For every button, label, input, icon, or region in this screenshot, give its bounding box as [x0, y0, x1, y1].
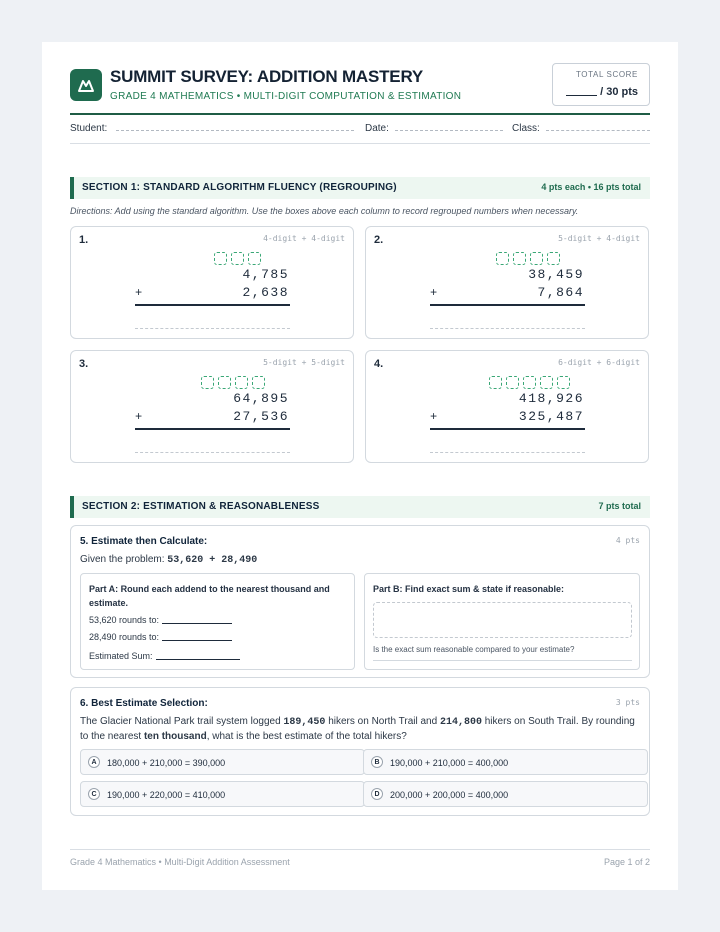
problem-number: 4.	[374, 358, 384, 370]
estimate-label: Estimated Sum:	[89, 651, 153, 661]
score-label: TOTAL SCORE	[575, 70, 638, 79]
regroup-box[interactable]	[252, 376, 265, 389]
header-divider	[70, 113, 650, 115]
plus-sign: +	[430, 286, 438, 300]
regroup-box[interactable]	[530, 252, 543, 265]
problem-number: 3.	[79, 358, 89, 370]
question-6-points: 3 pts	[615, 698, 640, 707]
regroup-box[interactable]	[218, 376, 231, 389]
reasonable-question: Is the exact sum reasonable compared to your estimate?	[373, 645, 575, 654]
page-footer	[70, 849, 650, 867]
south-trail-count: 214,800	[439, 717, 482, 728]
sum-bar	[135, 304, 290, 306]
answer-line[interactable]	[135, 452, 290, 453]
round-label-2: 28,490 rounds to:	[89, 632, 160, 642]
given-label: Given the problem:	[80, 554, 165, 565]
sum-bar	[135, 428, 290, 430]
round-blank-2[interactable]	[162, 640, 232, 641]
option-d[interactable]	[363, 781, 648, 807]
answer-line[interactable]	[430, 452, 585, 453]
regroup-box[interactable]	[513, 252, 526, 265]
regroup-box[interactable]	[540, 376, 553, 389]
regroup-box[interactable]	[506, 376, 519, 389]
rounding-place: ten thousand	[143, 731, 207, 742]
part-a-box	[80, 573, 355, 670]
q6-text-part: , what is the best estimate of the total hikers?	[206, 731, 407, 742]
class-label: Class:	[512, 123, 540, 134]
regroup-boxes	[214, 252, 261, 265]
date-label: Date:	[365, 123, 389, 134]
option-text: 180,000 + 210,000 = 390,000	[107, 758, 226, 768]
section-1-title: SECTION 1: STANDARD ALGORITHM FLUENCY (REGROUPING)	[82, 182, 397, 193]
round-blank-1[interactable]	[162, 623, 232, 624]
part-b-title: Part B: Find exact sum & state if reasonable:	[373, 584, 565, 594]
addend-bottom: 2,638	[242, 285, 289, 300]
given-problem: 53,620 + 28,490	[167, 555, 258, 566]
sum-bar	[430, 304, 585, 306]
problem-card	[365, 226, 649, 339]
mountain-icon	[70, 69, 102, 101]
north-trail-count: 189,450	[283, 717, 326, 728]
problem-card	[70, 350, 354, 463]
regroup-boxes	[201, 376, 265, 389]
q6-text-part: hikers on North Trail and	[325, 716, 440, 727]
problem-number: 1.	[79, 234, 89, 246]
regroup-box[interactable]	[235, 376, 248, 389]
problem-type-tag: 5-digit + 4-digit	[558, 234, 640, 243]
round-field-2	[89, 632, 232, 642]
student-field[interactable]	[116, 130, 354, 131]
total-score-box	[552, 63, 650, 106]
part-a-title: Part A: Round each addend to the nearest thousand and estimate.	[89, 584, 330, 608]
option-b[interactable]	[363, 749, 648, 775]
round-label-1: 53,620 rounds to:	[89, 615, 160, 625]
worksheet-page	[42, 42, 678, 890]
problem-number: 2.	[374, 234, 384, 246]
regroup-box[interactable]	[214, 252, 227, 265]
sum-bar	[430, 428, 585, 430]
addend-top: 38,459	[528, 267, 584, 282]
question-6-text	[80, 715, 640, 744]
worksheet-title: SUMMIT SURVEY: ADDITION MASTERY	[110, 67, 424, 86]
option-letter: D	[371, 788, 383, 800]
addend-top: 418,926	[518, 391, 584, 406]
footer-page-number: Page 1 of 2	[603, 857, 650, 867]
worksheet-subtitle: GRADE 4 MATHEMATICS • MULTI-DIGIT COMPUTATION & ESTIMATION	[110, 91, 462, 102]
regroup-box[interactable]	[248, 252, 261, 265]
option-text: 200,000 + 200,000 = 400,000	[390, 790, 509, 800]
question-5-points: 4 pts	[615, 536, 640, 545]
regroup-box[interactable]	[557, 376, 570, 389]
regroup-box[interactable]	[523, 376, 536, 389]
section-1-directions: Directions: Add using the standard algorithm. Use the boxes above each column to record regrouped numbers when necessary.	[70, 206, 579, 216]
problem-type-tag: 6-digit + 6-digit	[558, 358, 640, 367]
estimate-field	[89, 651, 240, 661]
class-field[interactable]	[546, 130, 650, 131]
score-blank[interactable]	[566, 95, 597, 96]
regroup-boxes	[489, 376, 570, 389]
section-1-header	[70, 177, 650, 199]
answer-line[interactable]	[135, 328, 290, 329]
option-letter: A	[88, 756, 100, 768]
regroup-box[interactable]	[231, 252, 244, 265]
option-c[interactable]	[80, 781, 365, 807]
option-text: 190,000 + 220,000 = 410,000	[107, 790, 226, 800]
reasonable-answer-line[interactable]	[373, 660, 632, 661]
regroup-box[interactable]	[201, 376, 214, 389]
section-2-title: SECTION 2: ESTIMATION & REASONABLENESS	[82, 501, 320, 512]
exact-sum-answer-box[interactable]	[373, 602, 632, 638]
section-2-header	[70, 496, 650, 518]
section-1-points: 4 pts each • 16 pts total	[541, 182, 641, 192]
addend-bottom: 27,536	[233, 409, 289, 424]
q6-text-part: hikers on South Trail. By rounding to the nearest	[80, 716, 635, 742]
addend-bottom: 325,487	[518, 409, 584, 424]
score-value: / 30 pts	[600, 86, 638, 98]
regroup-box[interactable]	[547, 252, 560, 265]
round-field-1	[89, 615, 232, 625]
footer-course: Grade 4 Mathematics • Multi-Digit Addition Assessment	[70, 857, 290, 867]
student-info-row	[70, 122, 650, 144]
option-text: 190,000 + 210,000 = 400,000	[390, 758, 509, 768]
regroup-box[interactable]	[496, 252, 509, 265]
question-6-title: 6. Best Estimate Selection:	[80, 698, 208, 709]
regroup-box[interactable]	[489, 376, 502, 389]
addend-top: 64,895	[233, 391, 289, 406]
addend-top: 4,785	[242, 267, 289, 282]
estimate-blank[interactable]	[156, 659, 240, 660]
problem-type-tag: 5-digit + 5-digit	[263, 358, 345, 367]
question-6-card	[70, 687, 650, 816]
problem-type-tag: 4-digit + 4-digit	[263, 234, 345, 243]
answer-line[interactable]	[430, 328, 585, 329]
option-letter: C	[88, 788, 100, 800]
part-b-box	[364, 573, 640, 670]
q6-text-part: The Glacier National Park trail system logged	[80, 716, 284, 727]
plus-sign: +	[135, 410, 143, 424]
plus-sign: +	[135, 286, 143, 300]
regroup-boxes	[496, 252, 560, 265]
question-5-title: 5. Estimate then Calculate:	[80, 536, 208, 547]
problem-card	[365, 350, 649, 463]
section-2-points: 7 pts total	[598, 501, 641, 511]
date-field[interactable]	[395, 130, 503, 131]
question-5-card	[70, 525, 650, 678]
student-label: Student:	[70, 123, 108, 134]
problem-card	[70, 226, 354, 339]
addend-bottom: 7,864	[537, 285, 584, 300]
question-5-prompt	[80, 554, 257, 566]
option-letter: B	[371, 756, 383, 768]
plus-sign: +	[430, 410, 438, 424]
option-a[interactable]	[80, 749, 365, 775]
